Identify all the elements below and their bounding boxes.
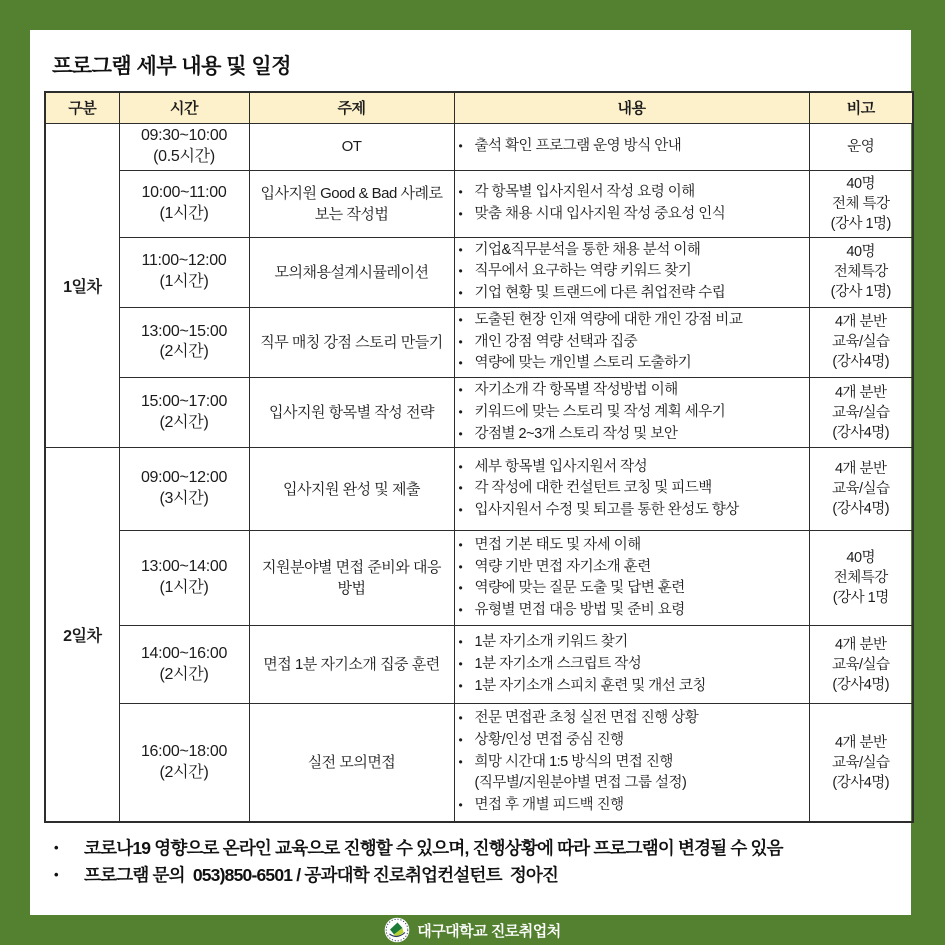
remark-line: 전체특강 xyxy=(833,264,888,281)
table-row xyxy=(45,531,913,626)
table-row xyxy=(45,170,913,237)
bullet-icon: • xyxy=(458,732,463,747)
remark-line: (강사4명) xyxy=(832,354,890,371)
bullet-icon: • xyxy=(458,206,463,221)
content-item xyxy=(459,380,805,402)
document-page xyxy=(30,30,911,915)
time-cell xyxy=(119,307,249,377)
topic-cell: OT xyxy=(249,123,454,170)
bullet-icon: • xyxy=(458,678,463,693)
time-range: 13:00~15:00 xyxy=(140,322,228,340)
bullet-icon: • xyxy=(458,481,463,496)
time-duration: (1시간) xyxy=(159,579,209,597)
content-text: 1분 자기소개 키워드 찾기 xyxy=(474,634,628,651)
bullet-icon: • xyxy=(458,603,463,617)
time-duration: (2시간) xyxy=(159,665,209,683)
content-text: 맞춤 채용 시대 입사지원 작성 중요성 인식 xyxy=(474,205,726,222)
bullet-icon: • xyxy=(458,656,463,671)
topic-cell: 면접 1분 자기소개 집중 훈련 xyxy=(249,626,454,704)
time-cell xyxy=(119,237,249,307)
content-item xyxy=(459,654,805,676)
content-text: 각 작성에 대한 컨설턴트 코칭 및 피드백 xyxy=(474,480,712,497)
remark-line: (강사4명) xyxy=(832,676,890,693)
remark-line: 교육/실습 xyxy=(831,334,890,351)
bullet-icon: • xyxy=(458,798,463,813)
content-text: 1분 자기소개 스피치 훈련 및 개선 코칭 xyxy=(474,677,706,694)
content-item xyxy=(459,332,805,354)
content-text: 직무에서 요구하는 역량 키워드 찾기 xyxy=(474,263,692,280)
content-item xyxy=(459,402,805,424)
content-item xyxy=(459,424,805,446)
content-text: 상황/인성 면접 중심 진행 xyxy=(474,731,624,748)
time-duration: (2시간) xyxy=(159,763,209,781)
remark-cell xyxy=(809,704,913,822)
bullet-icon: • xyxy=(458,383,463,397)
content-item xyxy=(459,600,805,622)
time-cell xyxy=(119,448,249,531)
content-item xyxy=(459,730,805,752)
time-range: 11:00~12:00 xyxy=(141,252,227,270)
remark-line: 4개 분반 xyxy=(834,314,887,331)
content-item xyxy=(459,457,805,479)
content-text: 면접 기본 태도 및 자세 이해 xyxy=(474,536,641,553)
header-category: 구분 xyxy=(45,92,119,123)
time-range: 09:30~10:00 xyxy=(140,126,228,144)
bullet-icon: • xyxy=(458,503,463,518)
bullet-icon: • xyxy=(458,138,463,153)
topic-cell: 모의채용설계시뮬레이션 xyxy=(249,237,454,307)
content-text: 각 항목별 입사지원서 작성 요령 이해 xyxy=(474,183,695,200)
table-row xyxy=(45,237,913,307)
bullet-icon: • xyxy=(458,334,463,349)
table-header-row xyxy=(45,92,913,123)
remark-line: 4개 분반 xyxy=(834,461,887,478)
header-contents: 내용 xyxy=(454,92,809,123)
content-text: 키워드에 맞는 스토리 및 작성 계획 세우기 xyxy=(474,403,726,420)
time-duration: (2시간) xyxy=(159,413,209,431)
remark-cell xyxy=(809,448,913,531)
content-text: 면접 후 개별 피드백 진행 xyxy=(474,797,624,814)
content-item xyxy=(459,283,805,305)
content-item xyxy=(459,353,805,375)
bullet-icon: • xyxy=(458,711,463,726)
contents-cell xyxy=(454,378,809,448)
time-range: 13:00~14:00 xyxy=(140,558,228,576)
contents-cell xyxy=(454,531,809,626)
contents-cell xyxy=(454,704,809,822)
remark-line: 교육/실습 xyxy=(831,656,890,673)
contents-cell xyxy=(454,123,809,170)
time-cell xyxy=(119,704,249,822)
remark-cell xyxy=(809,123,913,170)
content-text: (직무별/지원분야별 면접 그룹 설정) xyxy=(474,775,687,792)
remark-cell xyxy=(809,378,913,448)
time-cell xyxy=(119,531,249,626)
remark-cell xyxy=(809,170,913,237)
remark-line: 40명 xyxy=(846,244,876,261)
time-cell xyxy=(119,170,249,237)
table-row xyxy=(45,626,913,704)
bullet-icon: • xyxy=(458,559,463,574)
schedule-table xyxy=(44,91,914,823)
topic-cell: 입사지원 Good & Bad 사례로 보는 작성법 xyxy=(249,170,454,237)
time-duration: (1시간) xyxy=(159,273,209,291)
remark-line: (강사4명) xyxy=(832,774,890,791)
content-text: 1분 자기소개 스크립트 작성 xyxy=(474,655,642,672)
table-row xyxy=(45,378,913,448)
footnotes xyxy=(54,835,897,889)
time-duration: (3시간) xyxy=(159,490,209,508)
time-cell xyxy=(119,378,249,448)
content-item xyxy=(459,261,805,283)
content-text: 입사지원서 수정 및 퇴고를 통한 완성도 향상 xyxy=(474,502,739,519)
contents-cell xyxy=(454,448,809,531)
footnote-item xyxy=(54,835,897,862)
remark-line: 전체특강 xyxy=(833,570,888,587)
content-item xyxy=(459,500,805,522)
content-text: 전문 면접관 초청 실전 면접 진행 상황 xyxy=(474,710,699,727)
bullet-icon: • xyxy=(458,264,463,279)
content-text: 역량에 맞는 질문 도출 및 답변 훈련 xyxy=(474,580,685,597)
remark-line: 운영 xyxy=(847,138,875,155)
remark-cell xyxy=(809,307,913,377)
remark-cell xyxy=(809,237,913,307)
topic-cell: 실전 모의면접 xyxy=(249,704,454,822)
time-duration: (1시간) xyxy=(159,204,209,222)
time-range: 10:00~11:00 xyxy=(141,183,227,201)
content-item xyxy=(459,136,805,158)
content-text: 기업 현황 및 트랜드에 다른 취업전략 수립 xyxy=(474,285,726,301)
bullet-icon: • xyxy=(458,312,463,327)
content-item xyxy=(459,240,805,262)
remark-cell xyxy=(809,531,913,626)
footnote-text: 코로나19 영향으로 온라인 교육으로 진행할 수 있으며, 진행상황에 따라 프로그램이 변경될 수 있음 xyxy=(84,837,783,858)
bullet-icon: • xyxy=(54,866,58,882)
remark-line: 40명 xyxy=(846,550,876,567)
content-text: 강점별 2~3개 스토리 작성 및 보안 xyxy=(474,425,678,442)
remark-line: (강사4명) xyxy=(832,424,890,441)
content-item xyxy=(459,204,805,226)
remark-line: 4개 분반 xyxy=(834,734,887,751)
time-range: 15:00~17:00 xyxy=(140,392,228,410)
table-row xyxy=(45,448,913,531)
topic-cell: 직무 매칭 강점 스토리 만들기 xyxy=(249,307,454,377)
time-range: 14:00~16:00 xyxy=(140,644,228,662)
remark-line: 교육/실습 xyxy=(831,404,890,421)
university-logo xyxy=(384,917,410,943)
content-text: 자기소개 각 항목별 작성방법 이해 xyxy=(474,382,678,398)
remark-line: (강사 1명) xyxy=(830,284,891,301)
remark-line: (강사 1명) xyxy=(830,215,891,232)
content-item xyxy=(459,632,805,654)
content-text: 희망 시간대 1:5 방식의 면접 진행 xyxy=(474,753,673,770)
remark-line: 교육/실습 xyxy=(831,481,890,498)
content-text: 세부 항목별 입사지원서 작성 xyxy=(474,458,648,475)
content-item xyxy=(459,795,805,817)
contents-cell xyxy=(454,237,809,307)
content-item xyxy=(459,708,805,730)
footnote-item xyxy=(54,862,897,889)
contents-cell xyxy=(454,626,809,704)
bullet-icon: • xyxy=(54,839,58,855)
table-row xyxy=(45,307,913,377)
remark-line: 교육/실습 xyxy=(831,754,890,771)
topic-cell: 입사지원 항목별 작성 전략 xyxy=(249,378,454,448)
content-text: 개인 강점 역량 선택과 집중 xyxy=(474,333,638,350)
remark-line: 4개 분반 xyxy=(834,636,887,653)
remark-line: 4개 분반 xyxy=(834,384,887,401)
time-duration: (0.5시간) xyxy=(153,147,215,165)
bullet-icon: • xyxy=(458,242,463,257)
table-row xyxy=(45,704,913,822)
content-text: 역량 기반 면접 자기소개 훈련 xyxy=(474,558,651,575)
remark-line: 40명 xyxy=(846,175,876,192)
page-title: 프로그램 세부 내용 및 일정 xyxy=(52,55,291,78)
topic-cell: 입사지원 완성 및 제출 xyxy=(249,448,454,531)
bullet-icon: • xyxy=(458,286,463,300)
bullet-icon: • xyxy=(458,426,463,441)
remark-line: (강사 1명 xyxy=(832,590,889,607)
remark-line: (강사4명) xyxy=(832,501,890,518)
time-duration: (2시간) xyxy=(159,343,209,361)
bullet-icon: • xyxy=(458,581,463,596)
bullet-icon: • xyxy=(458,537,463,552)
footer-bar xyxy=(0,915,945,945)
content-item xyxy=(459,676,805,698)
content-item xyxy=(459,310,805,332)
content-item xyxy=(459,773,805,795)
header-time: 시간 xyxy=(119,92,249,123)
content-text: 기업&직무분석을 통한 채용 분석 이해 xyxy=(474,241,701,258)
time-range: 16:00~18:00 xyxy=(140,742,228,760)
content-item xyxy=(459,478,805,500)
content-item xyxy=(459,557,805,579)
remark-line: 전체 특강 xyxy=(831,195,890,212)
content-text: 유형별 면접 대응 방법 및 준비 요령 xyxy=(474,602,685,618)
table-row xyxy=(45,123,913,170)
header-remark: 비고 xyxy=(809,92,913,123)
footnote-text: 프로그램 문의 053)850-6501 / 공과대학 진로취업컨설턴트 정아진 xyxy=(84,864,559,885)
remark-cell xyxy=(809,626,913,704)
topic-cell: 지원분야별 면접 준비와 대응 방법 xyxy=(249,531,454,626)
contents-cell xyxy=(454,307,809,377)
bullet-icon: • xyxy=(458,184,463,199)
day-label: 2일차 xyxy=(45,448,119,822)
day-label: 1일차 xyxy=(45,123,119,448)
content-text: 도출된 현장 인재 역량에 대한 개인 강점 비교 xyxy=(474,311,743,328)
time-cell xyxy=(119,626,249,704)
bullet-icon: • xyxy=(458,356,463,371)
footer-org-name: 대구대학교 진로취업처 xyxy=(417,922,561,940)
bullet-icon: • xyxy=(458,754,463,769)
content-item xyxy=(459,578,805,600)
contents-cell xyxy=(454,170,809,237)
bullet-icon: • xyxy=(458,404,463,419)
content-text: 출석 확인 프로그램 운영 방식 안내 xyxy=(474,137,682,154)
header-topic: 주제 xyxy=(249,92,454,123)
schedule-table-body xyxy=(45,123,913,822)
content-item xyxy=(459,752,805,774)
time-cell xyxy=(119,123,249,170)
time-range: 09:00~12:00 xyxy=(140,469,228,487)
content-item xyxy=(459,535,805,557)
content-item xyxy=(459,182,805,204)
bullet-icon: • xyxy=(458,459,463,474)
content-text: 역량에 맞는 개인별 스토리 도출하기 xyxy=(474,355,692,372)
bullet-icon: • xyxy=(458,635,463,650)
